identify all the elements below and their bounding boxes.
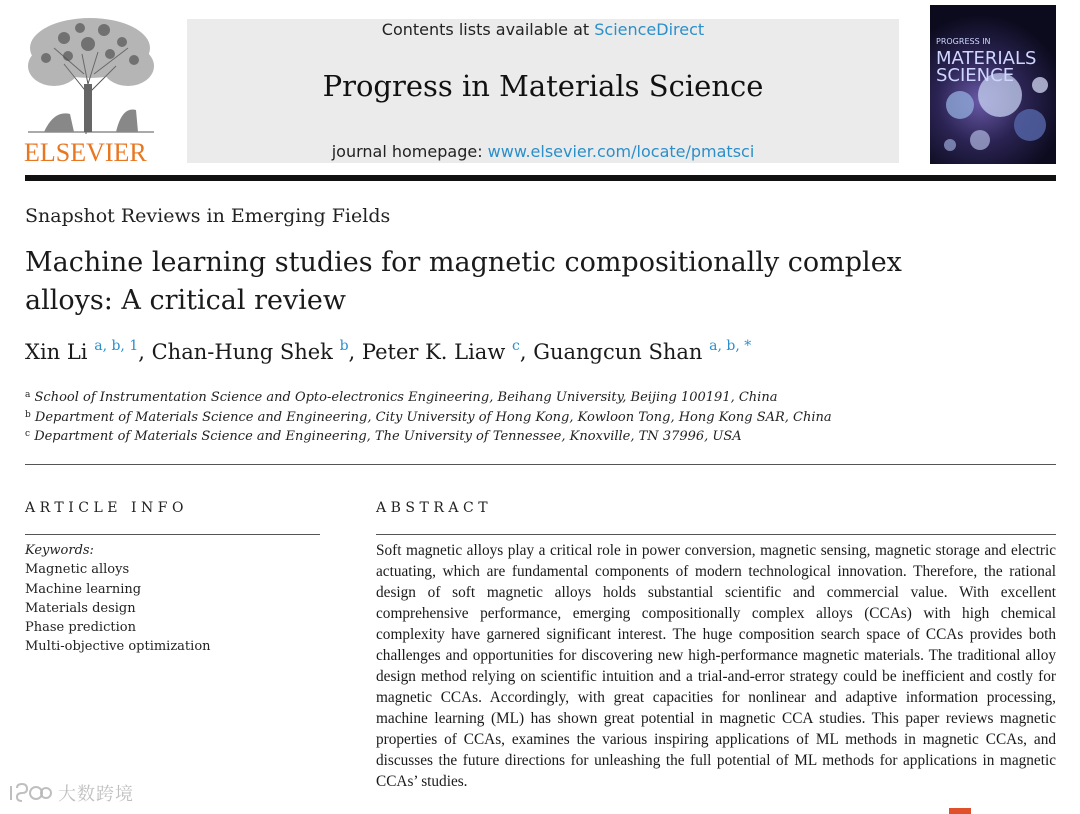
author-name[interactable]: Peter K. Liaw: [361, 340, 506, 364]
elsevier-logo[interactable]: [24, 14, 158, 166]
journal-title[interactable]: Progress in Materials Science: [322, 69, 764, 103]
author-separator: ,: [519, 340, 534, 364]
affiliation-item: [25, 408, 832, 428]
article-section: Snapshot Reviews in Emerging Fields: [25, 205, 391, 227]
author-separator: ,: [348, 340, 362, 364]
article-title-line2: alloys: A critical review: [25, 285, 346, 316]
affiliation-list: [25, 388, 832, 447]
affiliation-mark: a: [25, 390, 31, 400]
author-list: [25, 340, 751, 364]
abstract-text: Soft magnetic alloys play a critical role in power conversion, magnetic sensing, magnetic storage and electric actuating, which are fundamental components of modern technological innovation. Therefore, the rational design of soft magnetic alloys holds substantial scientific and commercial value. With excellent comprehensive performance, emerging compositionally complex alloys (CCAs) with high chemical complexity have garnered significant interest. The huge composition search space of CCAs provides both challenges and opportunities for discovering new high-performance magnetic materials. The traditional alloy design method relying on scientific intuition and a trial-and-error strategy could be inefficient and costly for magnetic CCAs. Accordingly, with great capacities for nonlinear and adaptive information processing, machine learning (ML) has shown great potential in magnetic CCA studies. This paper reviews magnetic properties of CCAs, examines the various inspiring applications of ML methods in magnetic CCAs, and discusses the future directions for unleashing the full potential of ML methods for applications in magnetic CCAs’ studies.: [376, 542, 1056, 790]
affiliation-item: [25, 388, 832, 408]
cover-title-line2: MATERIALS: [936, 48, 1037, 69]
keywords-label: Keywords:: [25, 543, 94, 558]
cover-title-line1: PROGRESS IN: [936, 37, 991, 46]
author-name[interactable]: Guangcun Shan: [533, 340, 703, 364]
author-separator: ,: [138, 340, 152, 364]
watermark-text: 大数跨境: [58, 784, 134, 805]
affiliation-text: School of Instrumentation Science and Opto-electronics Engineering, Beihang University, Beijing 100191, China: [34, 390, 778, 405]
cover-title-line3: SCIENCE: [936, 65, 1015, 86]
author-affiliation-link[interactable]: a, b, 1: [94, 338, 139, 354]
author-name[interactable]: Chan-Hung Shek: [151, 340, 333, 364]
homepage-line: [187, 142, 899, 161]
keyword-item[interactable]: Machine learning: [25, 581, 142, 597]
elsevier-tree-icon: [24, 14, 158, 136]
keyword-item[interactable]: Multi-objective optimization: [25, 639, 211, 655]
affiliation-text: Department of Materials Science and Engineering, The University of Tennessee, Knoxville, TN 37996, USA: [34, 429, 742, 444]
keyword-item[interactable]: Phase prediction: [25, 620, 136, 636]
journal-cover-image[interactable]: [930, 5, 1056, 164]
heading-divider: [25, 464, 1056, 465]
homepage-prefix: journal homepage:: [331, 142, 488, 161]
author-affiliation-link[interactable]: c: [511, 338, 520, 354]
author-affiliation-link[interactable]: b: [339, 338, 349, 354]
article-title: [25, 244, 925, 320]
sciencedirect-link[interactable]: ScienceDirect: [594, 20, 705, 39]
article-info-divider: [25, 534, 320, 535]
keywords-block: [25, 541, 211, 657]
header-divider: [25, 175, 1056, 181]
affiliation-mark: b: [25, 409, 31, 420]
author-name[interactable]: Xin Li: [25, 340, 88, 364]
article-info-heading: ARTICLE INFO: [25, 500, 188, 516]
watermark: [8, 780, 134, 806]
contents-prefix: Contents lists available at: [381, 20, 595, 39]
affiliation-mark: c: [25, 429, 31, 439]
affiliation-item: [25, 427, 832, 447]
abstract-heading: ABSTRACT: [376, 500, 493, 516]
cover-title: [936, 33, 1036, 84]
watermark-logo-icon: [8, 782, 52, 804]
contents-line: [187, 20, 899, 39]
abstract-divider: [376, 534, 1056, 535]
author-affiliation-link[interactable]: a, b, *: [709, 338, 752, 354]
affiliation-text: Department of Materials Science and Engineering, City University of Hong Kong, Kowloon Tong, Hong Kong SAR, China: [34, 409, 832, 425]
keyword-item[interactable]: Materials design: [25, 600, 136, 616]
corner-mark: [949, 808, 971, 814]
article-title-line1: Machine learning studies for magnetic compositionally complex: [25, 247, 902, 278]
journal-banner: [187, 19, 899, 163]
elsevier-wordmark: ELSEVIER: [24, 138, 147, 167]
keyword-item[interactable]: Magnetic alloys: [25, 562, 130, 578]
homepage-link[interactable]: www.elsevier.com/locate/pmatsci: [487, 142, 755, 161]
